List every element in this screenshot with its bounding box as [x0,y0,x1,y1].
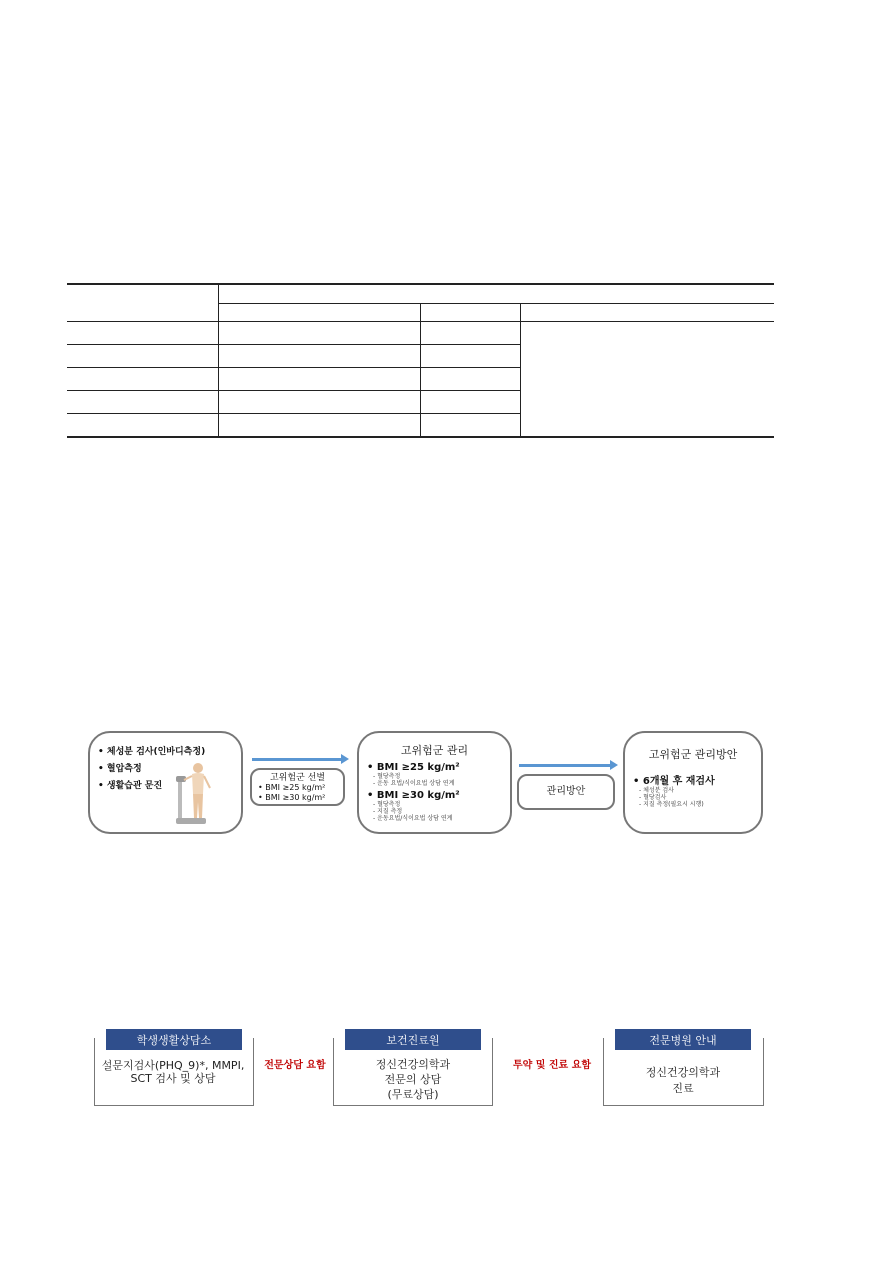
inbody-scale-person-icon [176,758,216,828]
table-cell [421,391,521,414]
text-line: 정신건강의학과 [645,1066,721,1079]
table-cell [67,414,219,438]
table-cell [67,322,219,345]
bmi-group-line: - 운동요법/식이요법 상담 연계 [373,815,453,822]
management-plan-pill [517,774,615,810]
text-line: 진료 [672,1082,694,1095]
table-header-cell [219,284,775,304]
recheck-line: - 체성분 검사 [639,787,674,794]
recheck-line: - 지질 측정(필요시 시행) [639,801,704,808]
screening-item: • 생활습관 문진 [98,781,163,791]
pill-label: 관리방안 [546,786,586,797]
text-line: 정신건강의학과 [375,1058,451,1071]
table-cell [421,322,521,345]
bmi-group-head: • BMI ≥25 kg/m² [367,762,460,773]
health-clinic-text [338,1058,488,1101]
link-label: 투약 및 진료 요함 [512,1060,592,1071]
table-cell [421,414,521,438]
specialist-hospital-tag: 전문병원 안내 [615,1029,751,1050]
right-arrow-icon [252,758,342,761]
counseling-center-tag: 학생생활상담소 [106,1029,242,1050]
table-header-cell [421,304,521,322]
text-line: (무료상담) [387,1088,439,1101]
box-title: 고위험군 관리 [400,744,469,757]
recheck-line: - 혈당검사 [639,794,667,801]
bmi-group-line: - 혈당측정 [373,773,401,780]
recheck-head: • 6개월 후 재검사 [633,776,715,787]
high-risk-management-box [357,731,512,834]
screening-item: • 체성분 검사(인바디측정) [98,747,206,757]
table-cell [421,345,521,368]
text-line: 전문의 상담 [384,1073,442,1086]
pill-title: 고위험군 선별 [269,773,326,783]
box-title: 고위험군 관리방안 [648,748,738,761]
pill-item: • BMI ≥30 kg/m² [258,793,326,802]
table-cell [67,391,219,414]
table-cell [219,322,421,345]
table-cell [67,368,219,391]
table-cell [219,368,421,391]
management-plan-box [623,731,763,834]
bmi-group-line: - 혈당측정 [373,801,401,808]
table-cell [219,391,421,414]
data-table [67,283,774,438]
table-header-cell [219,304,421,322]
screening-item: • 혈압측정 [98,764,142,774]
table-cell [67,345,219,368]
bmi-group-line: - 운동 요법/식이요법 상담 연계 [373,780,455,787]
high-risk-screening-pill [250,768,345,806]
counseling-center-text: 설문지검사(PHQ_9)*, MMPI, SCT 검사 및 상담 [101,1059,245,1085]
bmi-group-line: - 지질 측정 [373,808,403,815]
table-cell [421,368,521,391]
table-cell [219,414,421,438]
screening-box [88,731,243,834]
table-cell [219,345,421,368]
link-label: 전문상담 요함 [264,1060,326,1071]
right-arrow-icon [519,764,611,767]
bmi-group-head: • BMI ≥30 kg/m² [367,790,460,801]
specialist-hospital-text [608,1066,758,1095]
pill-item: • BMI ≥25 kg/m² [258,783,326,792]
table-cell [521,322,775,438]
health-clinic-tag: 보건진료원 [345,1029,481,1050]
table-header-cell [67,284,219,322]
table-header-cell [521,304,775,322]
